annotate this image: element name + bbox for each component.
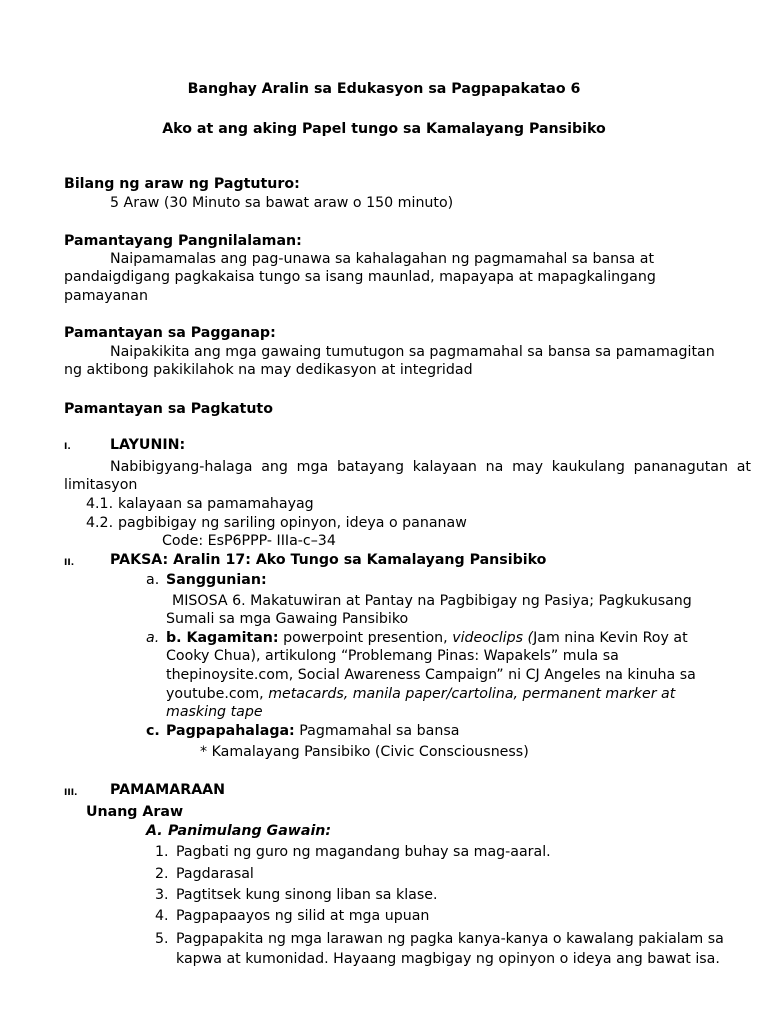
pagkatuto-heading: Pamantayan sa Pagkatuto xyxy=(64,401,273,417)
step-2-text: Pagdarasal xyxy=(176,866,254,882)
kagamitan-line-2: Cooky Chua), artikulong “Problemang Pinas: Wapakels” mula sa xyxy=(166,648,619,664)
pagganap-line-1: Naipakikita ang mga gawaing tumutugon sa pagmamahal sa bansa sa pamamagitan xyxy=(110,344,715,360)
document-title: Banghay Aralin sa Edukasyon sa Pagpapakatao 6 xyxy=(187,81,581,97)
pamamaraan-heading: PAMAMARAAN xyxy=(110,782,226,798)
pagpapahalaga-marker: c. xyxy=(146,723,160,739)
bilang-value: 5 Araw (30 Minuto sa bawat araw o 150 minuto) xyxy=(110,195,454,211)
kagamitan-label: b. Kagamitan: xyxy=(166,630,279,646)
kagamitan-line-3: thepinoysite.com, Social Awareness Campaign” ni CJ Angeles na kinuha sa xyxy=(166,667,696,683)
layunin-line-2: limitasyon xyxy=(64,477,138,493)
step-3-num: 3. xyxy=(155,887,169,903)
pagganap-heading: Pamantayan sa Pagganap: xyxy=(64,325,276,341)
step-4-text: Pagpapaayos ng silid at mga upuan xyxy=(176,908,430,924)
kagamitan-line-5: masking tape xyxy=(166,704,263,720)
layunin-numeral: I. xyxy=(64,442,71,452)
layunin-item-2-text: pagbibigay ng sariling opinyon, ideya o pananaw xyxy=(118,515,467,531)
kagamitan-line-1-text: powerpoint presention, xyxy=(278,630,453,646)
step-5-text: Pagpapakita ng mga larawan ng pagka kanya-kanya o kawalang pakialam sa xyxy=(176,931,724,947)
document-subtitle: Ako at ang aking Papel tungo sa Kamalayang Pansibiko xyxy=(162,121,606,137)
layunin-heading: LAYUNIN: xyxy=(110,437,186,453)
competency-code: Code: EsP6PPP- IIIa-c–34 xyxy=(162,533,336,549)
panimulang-title: Panimulang Gawain: xyxy=(168,823,332,839)
kagamitan-line-1-italic: videoclips ( xyxy=(452,630,534,646)
pagpapahalaga-text: Pagmamahal sa bansa xyxy=(294,723,460,739)
kagamitan-line-4-italic: metacards, manila paper/cartolina, permanent marker at xyxy=(268,686,676,702)
sanggunian-line-2: Sumali sa mga Gawaing Pansibiko xyxy=(166,611,409,627)
pagganap-line-2: ng aktibong pakikilahok na may dedikasyon at integridad xyxy=(64,362,473,378)
sanggunian-marker: a. xyxy=(146,572,160,588)
bilang-heading: Bilang ng araw ng Pagtuturo: xyxy=(64,176,300,192)
pagpapahalaga-sub: * Kamalayang Pansibiko (Civic Consciousness) xyxy=(200,744,529,760)
pangnilalaman-line-2: pandaigdigang pagkakaisa tungo sa isang maunlad, mapayapa at mapagkalingang xyxy=(64,269,656,285)
pangnilalaman-line-3: pamayanan xyxy=(64,288,148,304)
sanggunian-label: Sanggunian: xyxy=(166,572,267,588)
layunin-item-1-text: kalayaan sa pamamahayag xyxy=(118,496,314,512)
unang-araw-heading: Unang Araw xyxy=(86,804,184,820)
kagamitan-line-4 xyxy=(166,685,675,703)
panimulang-letter: A. xyxy=(146,823,163,839)
layunin-item-2-num: 4.2. xyxy=(86,515,114,531)
step-1-num: 1. xyxy=(155,844,169,860)
pagpapahalaga-label: Pagpapahalaga: xyxy=(166,723,295,739)
kagamitan-marker: a. xyxy=(146,630,160,646)
paksa-heading: PAKSA: Aralin 17: Ako Tungo sa Kamalayang Pansibiko xyxy=(110,552,547,568)
pangnilalaman-line-1: Naipamamalas ang pag-unawa sa kahalagahan ng pagmamahal sa bansa at xyxy=(110,251,655,267)
kagamitan-line-1-tail: Jam nina Kevin Roy at xyxy=(533,630,688,646)
pagpapahalaga-line xyxy=(166,722,459,740)
step-5-num: 5. xyxy=(155,931,169,947)
step-1-text: Pagbati ng guro ng magandang buhay sa mag-aaral. xyxy=(176,844,551,860)
layunin-item-1-num: 4.1. xyxy=(86,496,114,512)
step-4-num: 4. xyxy=(155,908,169,924)
paksa-numeral: II. xyxy=(64,558,75,568)
step-5-continuation: kapwa at kumonidad. Hayaang magbigay ng opinyon o ideya ang bawat isa. xyxy=(176,951,720,967)
step-2-num: 2. xyxy=(155,866,169,882)
kagamitan-line-4-text: youtube.com, xyxy=(166,686,269,702)
sanggunian-line-1: MISOSA 6. Makatuwiran at Pantay na Pagbibigay ng Pasiya; Pagkukusang xyxy=(172,593,692,609)
step-3-text: Pagtitsek kung sinong liban sa klase. xyxy=(176,887,438,903)
pangnilalaman-heading: Pamantayang Pangnilalaman: xyxy=(64,233,302,249)
pamamaraan-numeral: III. xyxy=(64,788,78,798)
layunin-line-1: Nabibigyang-halaga ang mga batayang kalayaan na may kaukulang pananagutan at xyxy=(110,459,751,475)
kagamitan-line-1 xyxy=(166,629,688,647)
